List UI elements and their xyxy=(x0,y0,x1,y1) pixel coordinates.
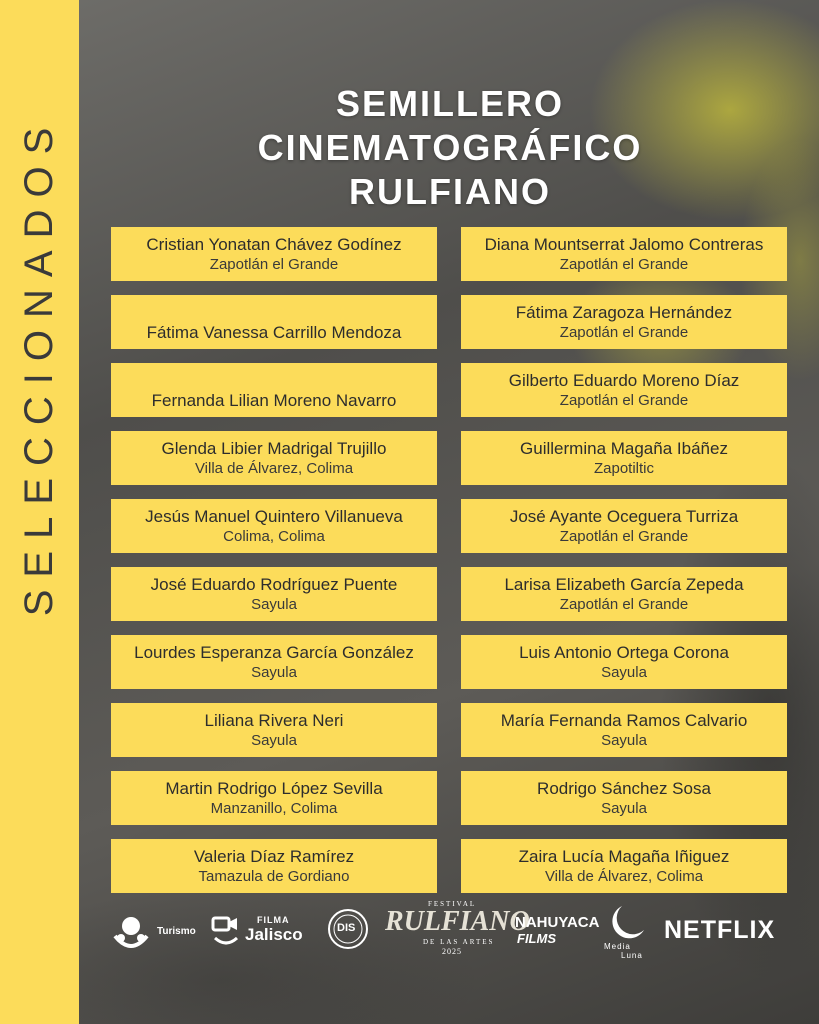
entry-name: Rodrigo Sánchez Sosa xyxy=(537,779,711,798)
entry-left-4 xyxy=(111,431,437,485)
entry-name: Fátima Vanessa Carrillo Mendoza xyxy=(146,323,402,342)
entry-place: Sayula xyxy=(601,664,647,681)
nahuyaca-label: NAHUYACA xyxy=(515,914,600,931)
entry-right-2 xyxy=(461,295,787,349)
entry-place: Zapotlán el Grande xyxy=(559,256,689,273)
entry-place: Sayula xyxy=(251,596,297,613)
entry-place: Sayula xyxy=(601,800,647,817)
entry-place: Zapotiltic xyxy=(593,460,655,477)
entry-name: Jesús Manuel Quintero Villanueva xyxy=(145,507,403,526)
entry-name: José Ayante Oceguera Turriza xyxy=(509,507,739,526)
luna-label: Luna xyxy=(621,951,643,960)
entry-name: Liliana Rivera Neri xyxy=(204,711,344,730)
entry-right-7 xyxy=(461,635,787,689)
side-label: SELECCIONADOS xyxy=(17,115,61,617)
entry-name: Lourdes Esperanza García González xyxy=(134,643,414,662)
entry-left-9 xyxy=(111,771,437,825)
festival-label: FESTIVAL xyxy=(428,900,477,908)
entry-name: María Fernanda Ramos Calvario xyxy=(500,711,748,730)
entry-left-10 xyxy=(111,839,437,893)
entry-right-4 xyxy=(461,431,787,485)
entry-name: Guillermina Magaña Ibáñez xyxy=(520,439,728,458)
entry-left-6 xyxy=(111,567,437,621)
entry-place: Villa de Álvarez, Colima xyxy=(544,868,704,885)
rulfiano-subtitle: DE LAS ARTES xyxy=(423,938,495,946)
turismo-label: Turismo xyxy=(157,926,196,937)
entry-left-8 xyxy=(111,703,437,757)
entry-place: Villa de Álvarez, Colima xyxy=(194,460,354,477)
entry-right-9 xyxy=(461,771,787,825)
filma-camera-icon xyxy=(211,914,241,948)
entry-place: Zapotlán el Grande xyxy=(559,324,689,341)
title-line-1: SEMILLERO xyxy=(335,83,564,124)
entry-name: Zaira Lucía Magaña Iñiguez xyxy=(518,847,730,866)
entry-place: Zapotlán el Grande xyxy=(559,596,689,613)
entry-name: Cristian Yonatan Chávez Godínez xyxy=(146,235,402,254)
films-label: FILMS xyxy=(517,931,556,946)
filma-label: FILMA xyxy=(257,915,290,925)
turismo-logo-icon xyxy=(111,912,151,952)
entry-left-3 xyxy=(111,363,437,417)
entry-place: Sayula xyxy=(251,732,297,749)
entry-right-8 xyxy=(461,703,787,757)
entry-left-5 xyxy=(111,499,437,553)
entry-name: Diana Mountserrat Jalomo Contreras xyxy=(484,235,764,254)
entry-name: Gilberto Eduardo Moreno Díaz xyxy=(508,371,740,390)
dis-label: DIS xyxy=(337,922,356,934)
entry-name: José Eduardo Rodríguez Puente xyxy=(150,575,398,594)
entry-place: Colima, Colima xyxy=(223,528,325,545)
sponsor-logos xyxy=(105,900,776,970)
entry-left-1 xyxy=(111,227,437,281)
entry-name: Luis Antonio Ortega Corona xyxy=(519,643,729,662)
entry-right-1 xyxy=(461,227,787,281)
entry-place: Sayula xyxy=(601,732,647,749)
title-line-3: RULFIANO xyxy=(349,171,551,212)
entry-place: Zapotlán el Grande xyxy=(209,256,339,273)
entry-place: Sayula xyxy=(251,664,297,681)
entry-left-2 xyxy=(111,295,437,349)
jalisco-label: Jalisco xyxy=(245,925,303,944)
entry-left-7 xyxy=(111,635,437,689)
entry-place: Manzanillo, Colima xyxy=(210,800,338,817)
entry-place: Zapotlán el Grande xyxy=(559,392,689,409)
entry-name: Fernanda Lilian Moreno Navarro xyxy=(151,391,397,410)
entry-right-6 xyxy=(461,567,787,621)
media-luna-moon-icon xyxy=(608,902,648,942)
entry-place: Tamazula de Gordiano xyxy=(198,868,350,885)
rulfiano-logo: RULFIANO xyxy=(385,906,530,937)
entry-name: Fátima Zaragoza Hernández xyxy=(515,303,733,322)
entry-name: Larisa Elizabeth García Zepeda xyxy=(504,575,744,594)
entry-name: Glenda Libier Madrigal Trujillo xyxy=(161,439,387,458)
media-label: Media xyxy=(604,942,631,951)
entry-right-5 xyxy=(461,499,787,553)
page-title xyxy=(230,82,670,214)
entry-name: Martin Rodrigo López Sevilla xyxy=(165,779,383,798)
entry-right-3 xyxy=(461,363,787,417)
entry-place: Zapotlán el Grande xyxy=(559,528,689,545)
title-line-2: CINEMATOGRÁFICO xyxy=(257,127,643,168)
entry-right-10 xyxy=(461,839,787,893)
entry-name: Valeria Díaz Ramírez xyxy=(193,847,355,866)
rulfiano-year: 2025 xyxy=(442,947,462,956)
netflix-logo: NETFLIX xyxy=(664,916,776,944)
